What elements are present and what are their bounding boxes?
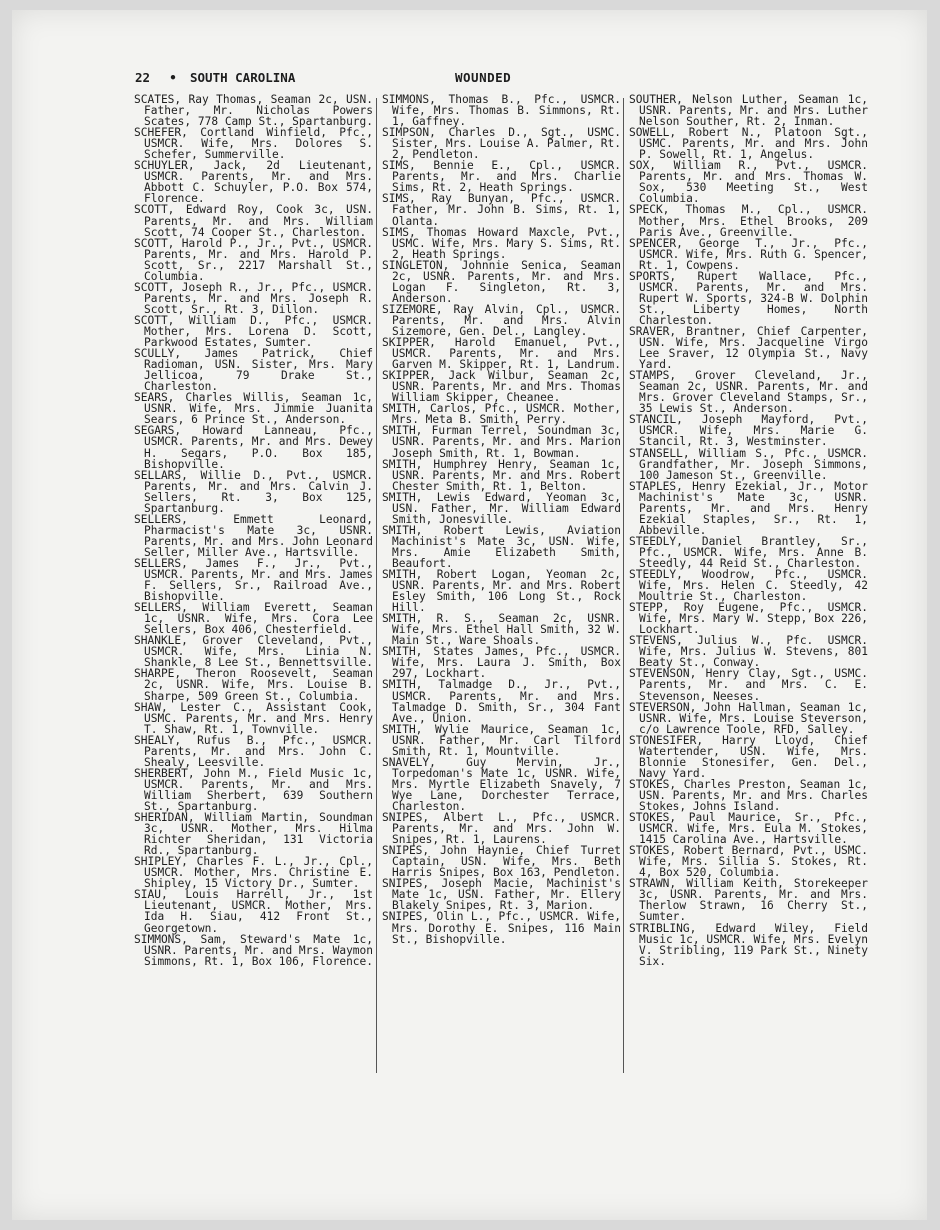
- casualty-entry: SMITH, Humphrey Henry, Seaman 1c, USNR. Parents, Mr. and Mrs. Robert Chester Smith, Rt. 1, Belton.: [382, 457, 622, 493]
- casualty-entry: SCOTT, Joseph R., Jr., Pfc., USMCR. Parents, Mr. and Mrs. Joseph R. Scott, Sr., Rt. 3, Dillon.: [134, 280, 373, 316]
- casualty-entry: SCOTT, Harold P., Jr., Pvt., USMCR. Parents, Mr. and Mrs. Harold P. Scott, Sr., 2217 Marshall St., Columbia.: [134, 236, 373, 283]
- casualty-entry: STRIBLING, Edward Wiley, Field Music 1c, USMCR. Wife, Mrs. Evelyn V. Stribling, 119 Park St., Ninety Six.: [629, 921, 869, 968]
- casualty-entry: SHANKLE, Grover Cleveland, Pvt., USMCR. Wife, Mrs. Linia N. Shankle, 8 Lee St., Bennettsville.: [134, 634, 374, 670]
- casualty-entry: SOWELL, Robert N., Platoon Sgt., USMC. Parents, Mr. and Mrs. John P. Sowell, Rt. 1, Angelus.: [629, 126, 868, 162]
- casualty-entry: SOX, William R., Pvt., USMCR. Parents, Mr. and Mrs. Thomas W. Sox, 530 Meeting St., West Columbia.: [629, 159, 868, 206]
- casualty-entry: STONESIFER, Harry Lloyd, Chief Watertender, USN. Wife, Mrs. Blonnie Stonesifer, Gen. Del., Navy Yard.: [629, 733, 868, 780]
- casualty-entry: SPECK, Thomas M., Cpl., USMCR. Mother, Mrs. Ethel Brooks, 209 Paris Ave., Greenville.: [629, 203, 868, 239]
- casualty-entry: SHERBERT, John M., Field Music 1c, USMCR. Parents, Mr. and Mrs. William Sherbert, 639 Southern St., Spartanburg.: [134, 766, 373, 813]
- casualty-entry: SCOTT, Edward Roy, Cook 3c, USN. Parents, Mr. and Mrs. William Scott, 74 Cooper St., Charleston.: [134, 203, 373, 239]
- casualty-entry: SELLERS, James F., Jr., Pvt., USMCR. Parents, Mr. and Mrs. James F. Sellers, Sr., Railroad Ave., Bishopville.: [134, 556, 374, 604]
- column-1: [134, 94, 373, 967]
- casualty-entry: SMITH, Robert Lewis, Aviation Machinist's Mate 3c, USN. Wife, Mrs. Amie Elizabeth Smith, Beaufort.: [382, 523, 621, 570]
- state-name: SOUTH CAROLINA: [190, 70, 296, 85]
- casualty-entry: SELLERS, Emmett Leonard, Pharmacist's Mate 3c, USNR. Parents, Mr. and Mrs. John Leonard Seller, Miller Ave., Hartsville.: [134, 512, 374, 559]
- casualty-entry: SKIPPER, Jack Wilbur, Seaman 2c, USNR. Parents, Mr. and Mrs. Thomas William Skipper, Cheanee.: [382, 369, 622, 405]
- casualty-entry: STEPP, Roy Eugene, Pfc., USMCR. Wife, Mrs. Mary W. Stepp, Box 226, Lockhart.: [629, 601, 869, 637]
- casualty-entry: SCHEFER, Cortland Winfield, Pfc., USMCR. Wife, Mrs. Dolores S. Schefer, Summerville.: [134, 126, 373, 162]
- casualty-entry: SCULLY, James Patrick, Chief Radioman, USN. Sister, Mrs. Mary Jellicoa, 79 Drake St., Charleston.: [134, 347, 373, 394]
- document-page: [12, 10, 927, 1220]
- column-3: [629, 94, 868, 967]
- casualty-entry: SIMS, Bennie E., Cpl., USMCR. Parents, Mr. and Mrs. Charlie Sims, Rt. 2, Heath Springs.: [382, 159, 621, 195]
- casualty-entry: SIZEMORE, Ray Alvin, Cpl., USMCR. Parents, Mr. and Mrs. Alvin Sizemore, Gen. Del., Langley.: [382, 302, 621, 338]
- column-divider-1: [376, 98, 377, 1073]
- casualty-entry: SMITH, Carlos, Pfc., USMCR. Mother, Mrs. Meta B. Smith, Perry.: [382, 402, 621, 427]
- casualty-entry: STANCIL, Joseph Mayford, Pvt., USMCR. Wife, Mrs. Marie G. Stancil, Rt. 3, Westminster.: [629, 413, 868, 449]
- casualty-entry: SEGARS, Howard Lanneau, Pfc., USMCR. Parents, Mr. and Mrs. Dewey H. Segars, P.O. Box 185, Bishopville.: [134, 424, 374, 471]
- casualty-entry: SIMMONS, Sam, Steward's Mate 1c, USNR. Parents, Mr. and Mrs. Waymon Simmons, Rt. 1, Box 106, Florence.: [134, 932, 374, 968]
- casualty-entry: SRAVER, Brantner, Chief Carpenter, USN. Wife, Mrs. Jacqueline Virgo Lee Sraver, 12 Olympia St., Navy Yard.: [629, 324, 868, 372]
- casualty-entry: SMITH, Talmadge D., Jr., Pvt., USMCR. Parents, Mr. and Mrs. Talmadge D. Smith, Sr., 304 Fant Ave., Union.: [382, 678, 621, 725]
- casualty-entry: SMITH, Furman Terrel, Soundman 3c, USNR. Parents, Mr. and Mrs. Marion Joseph Smith, Rt. 1, Bowman.: [382, 424, 622, 460]
- section-title: WOUNDED: [455, 70, 512, 85]
- casualty-entry: SCOTT, William D., Pfc., USMCR. Mother, Mrs. Lorena D. Scott, Parkwood Estates, Sumter.: [134, 313, 373, 350]
- casualty-entry: SIMS, Thomas Howard Maxcle, Pvt., USMC. Wife, Mrs. Mary S. Sims, Rt. 2, Heath Springs.: [382, 225, 622, 261]
- casualty-entry: STEVENS, Julius W., Pfc. USMCR. Wife, Mrs. Julius W. Stevens, 801 Beaty St., Conway.: [629, 634, 868, 670]
- casualty-entry: STAPLES, Henry Ezekial, Jr., Motor Machinist's Mate 3c, USNR. Parents, Mr. and Mrs. Henry Ezekial Staples, Sr., Rt. 1, Abbeville.: [629, 479, 868, 537]
- casualty-entry: SMITH, Wylie Maurice, Seaman 1c, USNR. Father, Mr. Carl Tilford Smith, Rt. 1, Mountville.: [382, 722, 621, 758]
- casualty-entry: SHIPLEY, Charles F. L., Jr., Cpl., USMCR. Mother, Mrs. Christine E. Shipley, 15 Victory Dr., Sumter.: [134, 855, 373, 891]
- casualty-entry: STEEDLY, Daniel Brantley, Sr., Pfc., USMCR. Wife, Mrs. Anne B. Steedly, 44 Reid St., Charleston.: [629, 534, 868, 570]
- casualty-entry: SIAU, Louis Harrell, Jr., 1st Lieutenant, USMCR. Mother, Mrs. Ida H. Siau, 412 Front St., Georgetown.: [134, 888, 373, 935]
- column-divider-2: [623, 98, 624, 1073]
- casualty-entry: SELLARS, Willie D., Pvt., USMCR. Parents, Mr. and Mrs. Calvin J. Sellers, Rt. 3, Box 125, Spartanburg.: [134, 468, 373, 515]
- casualty-entry: SNIPES, Olin L., Pfc., USMCR. Wife, Mrs. Dorothy E. Snipes, 116 Main St., Bishopville.: [382, 910, 621, 946]
- casualty-entry: SNIPES, Joseph Macie, Machinist's Mate 1c, USN. Father, Mr. Ellery Blakely Snipes, Rt. 3, Marion.: [382, 877, 621, 913]
- casualty-entry: SCHUYLER, Jack, 2d Lieutenant, USMCR. Parents, Mr. and Mrs. Abbott C. Schuyler, P.O. Box 574, Florence.: [134, 159, 373, 206]
- casualty-entry: STANSELL, William S., Pfc., USMCR. Grandfather, Mr. Joseph Simmons, 100 Jameson St., Greenville.: [629, 446, 868, 482]
- casualty-entry: SCATES, Ray Thomas, Seaman 2c, USN. Father, Mr. Nicholas Powers Scates, 778 Camp St., Spartanburg.: [134, 93, 374, 129]
- casualty-entry: SHEALY, Rufus B., Pfc., USMCR. Parents, Mr. and Mrs. John C. Shealy, Leesville.: [134, 733, 373, 769]
- casualty-entry: SMITH, Robert Logan, Yeoman 2c, USNR. Parents, Mr. and Mrs. Robert Esley Smith, 106 Long St., Rock Hill.: [382, 568, 622, 615]
- casualty-entry: SMITH, Lewis Edward, Yeoman 3c, USN. Father, Mr. William Edward Smith, Jonesville.: [382, 490, 621, 526]
- column-2: [382, 94, 621, 945]
- casualty-entry: SNIPES, Albert L., Pfc., USMCR. Parents, Mr. and Mrs. John W. Snipes, Rt. 1, Laurens.: [382, 811, 621, 847]
- casualty-entry: SHAW, Lester C., Assistant Cook, USMC. Parents, Mr. and Mrs. Henry T. Shaw, Rt. 1, Townville.: [134, 700, 373, 736]
- page-number: 22: [135, 70, 151, 85]
- casualty-entry: SPORTS, Rupert Wallace, Pfc., USMCR. Parents, Mr. and Mrs. Rupert W. Sports, 324-B W. Dolphin St., Liberty Homes, North Charleston.: [629, 269, 869, 327]
- casualty-entry: SNIPES, John Haynie, Chief Turret Captain, USN. Wife, Mrs. Beth Harris Snipes, Box 163, Pendleton.: [382, 844, 622, 880]
- casualty-entry: SINGLETON, Johnnie Senica, Seaman 2c, USNR. Parents, Mr. and Mrs. Logan F. Singleton, Rt. 3, Anderson.: [382, 258, 621, 305]
- casualty-entry: STEVERSON, John Hallman, Seaman 1c, USNR. Wife, Mrs. Louise Steverson, c/o Lawrence Toole, RFD, Salley.: [629, 700, 869, 736]
- casualty-entry: SEARS, Charles Willis, Seaman 1c, USNR. Wife, Mrs. Jimmie Juanita Sears, 6 Prince St., Anderson.: [134, 391, 373, 427]
- casualty-entry: STEEDLY, Woodrow, Pfc., USMCR. Wife, Mrs. Helen C. Steedly, 42 Moultrie St., Charleston.: [629, 568, 868, 604]
- casualty-entry: STOKES, Charles Preston, Seaman 1c, USN. Parents, Mr. and Mrs. Charles Stokes, Johns Island.: [629, 777, 869, 813]
- casualty-entry: SPENCER, George T., Jr., Pfc., USMCR. Wife, Mrs. Ruth G. Spencer, Rt. 1, Cowpens.: [629, 236, 869, 272]
- casualty-entry: STOKES, Paul Maurice, Sr., Pfc., USMCR. Wife, Mrs. Eula M. Stokes, 1415 Carolina Ave., Hartsville.: [629, 811, 868, 847]
- casualty-entry: SHERIDAN, William Martin, Soundman 3c, USNR. Mother, Mrs. Hilma Richter Sheridan, 131 Victoria Rd., Spartanburg.: [134, 811, 373, 858]
- header-bullet: •: [169, 70, 177, 85]
- casualty-entry: SNAVELY, Guy Mervin, Jr., Torpedoman's Mate 1c, USNR. Wife, Mrs. Myrtle Elizabeth Snavely, 7 Wye Lane, Dorchester Terrace, Charleston.: [382, 755, 621, 813]
- casualty-entry: SELLERS, William Everett, Seaman 1c, USNR. Wife, Mrs. Cora Lee Sellers, Box 406, Chesterfield.: [134, 601, 373, 637]
- casualty-entry: SHARPE, Theron Roosevelt, Seaman 2c, USNR. Wife, Mrs. Louise B. Sharpe, 509 Green St., Columbia.: [134, 667, 373, 703]
- casualty-entry: STRAWN, William Keith, Storekeeper 3c, USNR. Parents, Mr. and Mrs. Therlow Strawn, 16 Cherry St., Sumter.: [629, 877, 868, 924]
- casualty-entry: SOUTHER, Nelson Luther, Seaman 1c, USNR. Parents, Mr. and Mrs. Luther Nelson Souther, Rt. 2, Inman.: [629, 93, 869, 129]
- casualty-entry: STOKES, Robert Bernard, Pvt., USMC. Wife, Mrs. Sillia S. Stokes, Rt. 4, Box 520, Columbia.: [629, 844, 868, 880]
- casualty-entry: SMITH, States James, Pfc., USMCR. Wife, Mrs. Laura J. Smith, Box 297, Lockhart.: [382, 645, 621, 681]
- casualty-entry: SIMMONS, Thomas B., Pfc., USMCR. Wife, Mrs. Thomas B. Simmons, Rt. 1, Gaffney.: [382, 93, 621, 129]
- casualty-entry: SIMPSON, Charles D., Sgt., USMC. Sister, Mrs. Louise A. Palmer, Rt. 2, Pendleton.: [382, 126, 622, 162]
- casualty-entry: STAMPS, Grover Cleveland, Jr., Seaman 2c, USNR. Parents, Mr. and Mrs. Grover Cleveland Stamps, Sr., 35 Lewis St., Anderson.: [629, 369, 869, 416]
- casualty-entry: SMITH, R. S., Seaman 2c, USNR. Wife, Mrs. Ethel Hall Smith, 32 W. Main St., Ware Shoals.: [382, 612, 622, 648]
- casualty-entry: SKIPPER, Harold Emanuel, Pvt., USMCR. Parents, Mr. and Mrs. Garven M. Skipper, Rt. 1, Landrum.: [382, 336, 622, 372]
- casualty-entry: SIMS, Ray Bunyan, Pfc., USMCR. Father, Mr. John B. Sims, Rt. 1, Olanta.: [382, 192, 621, 228]
- page-header: [135, 70, 865, 90]
- casualty-entry: STEVENSON, Henry Clay, Sgt., USMC. Parents, Mr. and Mrs. C. E. Stevenson, Neeses.: [629, 667, 868, 703]
